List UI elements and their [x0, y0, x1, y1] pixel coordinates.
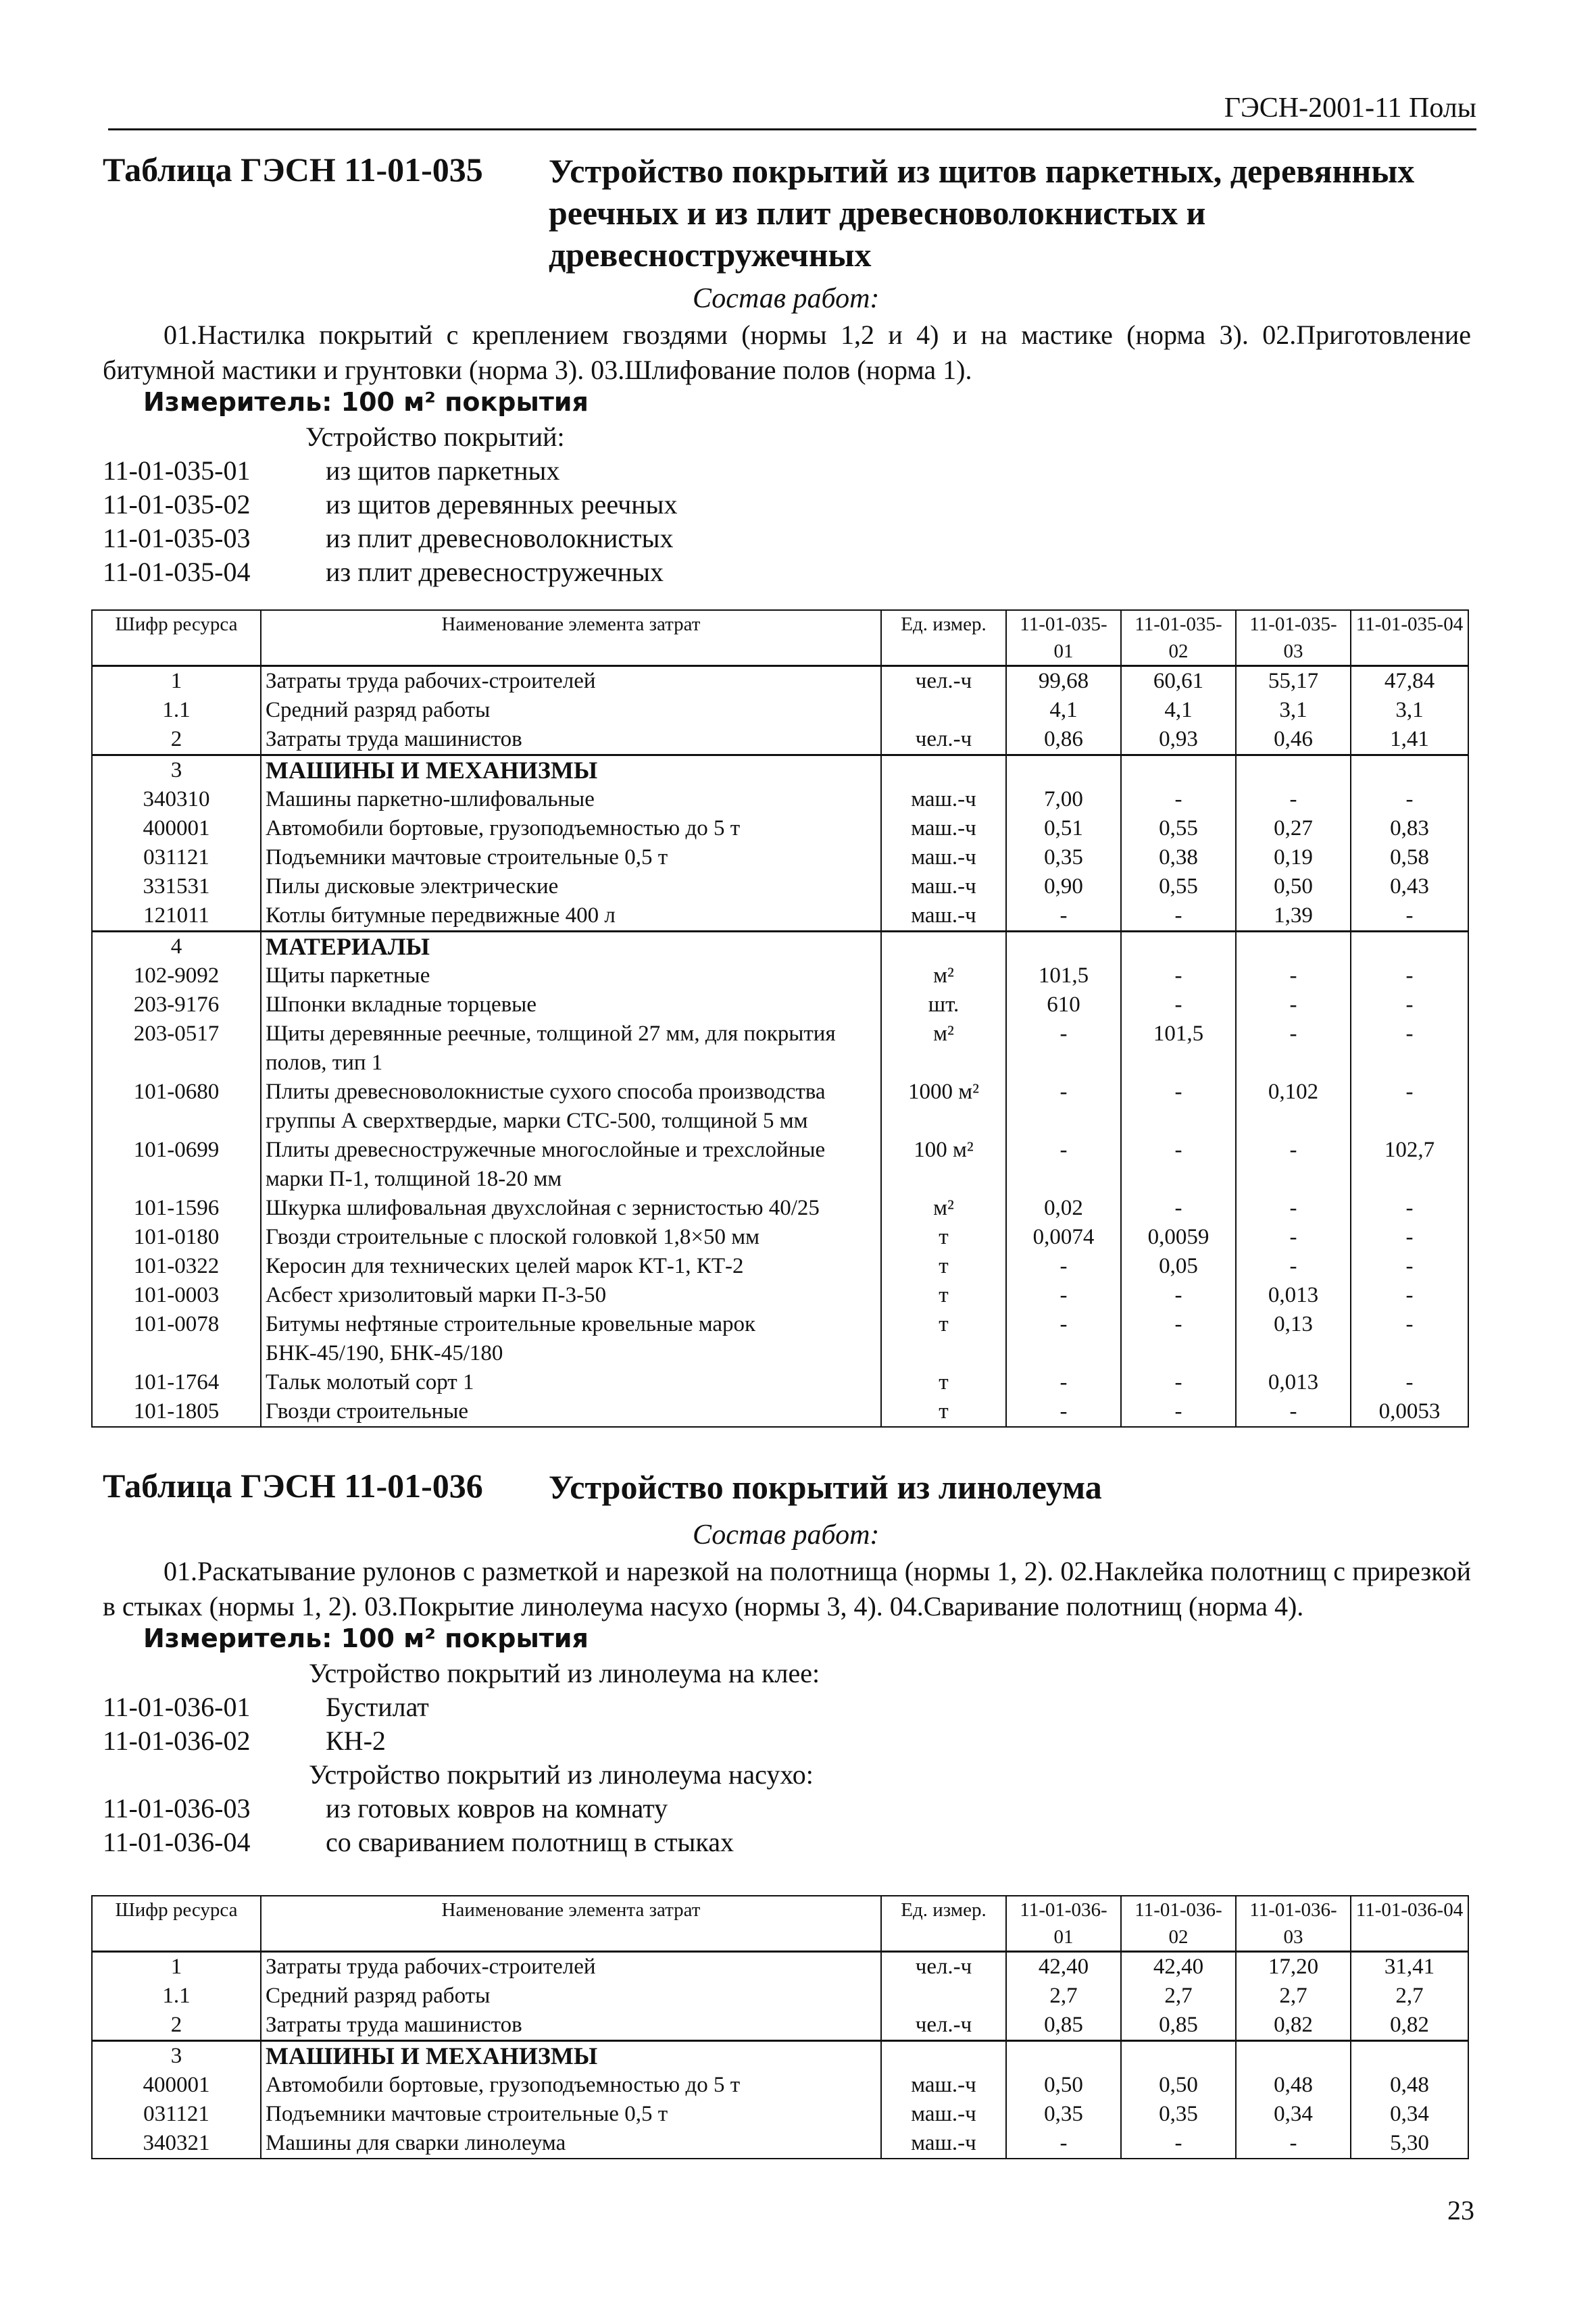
norm-value: 3,1 [1236, 696, 1351, 725]
cost-element-name: Плиты древесностружечные многослойные и трехслойные марки П-1, толщиной 18-20 мм [261, 1136, 881, 1194]
norm-name: из щитов деревянных реечных [326, 489, 678, 520]
norm-value: - [1351, 961, 1468, 990]
resource-code: 3 [92, 2041, 261, 2071]
norm-name: из готовых ковров на комнату [326, 1793, 668, 1823]
cost-element-name: Котлы битумные передвижные 400 л [261, 901, 881, 932]
norm-item [103, 522, 677, 555]
cost-element-name: МАШИНЫ И МЕХАНИЗМЫ [261, 755, 881, 786]
table-header-row [92, 1896, 1468, 1952]
norm-value: 0,48 [1351, 2071, 1468, 2100]
table-row [92, 961, 1468, 990]
norm-value: 17,20 [1236, 1952, 1351, 1982]
col-header-norm: 11-01-035-04 [1351, 610, 1468, 666]
norm-value: - [1236, 990, 1351, 1020]
resource-code: 101-0180 [92, 1223, 261, 1252]
norm-value: 99,68 [1006, 666, 1121, 697]
resource-code: 203-0517 [92, 1020, 261, 1078]
unit: м² [881, 961, 1006, 990]
table2-norm-list [103, 1657, 820, 1859]
norm-value: 55,17 [1236, 666, 1351, 697]
resource-code: 340321 [92, 2129, 261, 2159]
norm-value: 610 [1006, 990, 1121, 1020]
unit: маш.-ч [881, 843, 1006, 872]
norm-item [103, 1724, 820, 1758]
cost-element-name: Тальк молотый сорт 1 [261, 1368, 881, 1397]
norm-code: 11-01-036-01 [103, 1692, 251, 1722]
col-header-norm: 11-01-036-02 [1121, 1896, 1236, 1952]
page-number: 23 [1447, 2195, 1474, 2225]
table-row [92, 696, 1468, 725]
resource-code: 101-0003 [92, 1281, 261, 1310]
norm-value [1006, 932, 1121, 962]
table-row [92, 1078, 1468, 1136]
norm-value: 5,30 [1351, 2129, 1468, 2159]
norm-group-header: Устройство покрытий из линолеума на клее: [309, 1658, 820, 1688]
resource-code: 3 [92, 755, 261, 786]
table1-body [92, 666, 1468, 1428]
table-row [92, 990, 1468, 1020]
running-header [108, 86, 1476, 130]
norm-value: 0,85 [1121, 2011, 1236, 2041]
unit [881, 932, 1006, 962]
norm-value: 0,50 [1006, 2071, 1121, 2100]
table1-description-line: древесностружечных [549, 236, 872, 274]
norm-value: - [1236, 1223, 1351, 1252]
norm-value: 0,51 [1006, 814, 1121, 843]
unit: маш.-ч [881, 901, 1006, 932]
norm-value: 0,0074 [1006, 1223, 1121, 1252]
norm-value: 101,5 [1121, 1020, 1236, 1078]
norm-value: 0,38 [1121, 843, 1236, 872]
norm-value: - [1006, 901, 1121, 932]
table-row [92, 2100, 1468, 2129]
norm-value: - [1121, 1310, 1236, 1368]
norm-code: 11-01-035-01 [103, 455, 251, 486]
cost-element-name: Подъемники мачтовые строительные 0,5 т [261, 843, 881, 872]
table-row [92, 1020, 1468, 1078]
norm-value: 0,50 [1121, 2071, 1236, 2100]
cost-element-name: Плиты древесноволокнистые сухого способа производства группы А сверхтвердые, марки СТС-500, толщиной 5 мм [261, 1078, 881, 1136]
resource-code: 101-1596 [92, 1194, 261, 1223]
resource-code: 101-0680 [92, 1078, 261, 1136]
norm-value: 0,05 [1121, 1252, 1236, 1281]
table1-description-line: реечных и из плит древесноволокнистых и [549, 194, 1206, 232]
unit [881, 696, 1006, 725]
norm-value: - [1006, 1252, 1121, 1281]
unit: м² [881, 1194, 1006, 1223]
table-row [92, 725, 1468, 755]
cost-element-name: Автомобили бортовые, грузоподъемностью до 5 т [261, 814, 881, 843]
norm-value: - [1121, 1281, 1236, 1310]
col-header-norm: 11-01-036-04 [1351, 1896, 1468, 1952]
cost-element-name: Затраты труда машинистов [261, 725, 881, 755]
norm-value: 0,27 [1236, 814, 1351, 843]
table-row [92, 666, 1468, 697]
col-header-name: Наименование элемента затрат [261, 1896, 881, 1952]
norm-value: 0,90 [1006, 872, 1121, 901]
norm-value: 4,1 [1006, 696, 1121, 725]
norm-value: - [1236, 1397, 1351, 1427]
resource-code: 101-1764 [92, 1368, 261, 1397]
unit: шт. [881, 990, 1006, 1020]
resource-code: 031121 [92, 843, 261, 872]
norm-item [103, 1690, 820, 1724]
norm-value: - [1351, 1368, 1468, 1397]
resource-code: 101-0322 [92, 1252, 261, 1281]
norm-value: - [1006, 2129, 1121, 2159]
resource-code: 101-1805 [92, 1397, 261, 1427]
norm-value: - [1121, 1194, 1236, 1223]
table1-description-line: Устройство покрытий из щитов паркетных, деревянных [549, 152, 1415, 190]
norm-value: 0,34 [1236, 2100, 1351, 2129]
norm-group-header: Устройство покрытий из линолеума насухо: [309, 1759, 814, 1790]
table1-description [549, 150, 1481, 276]
norm-value [1006, 2041, 1121, 2071]
norm-value: 101,5 [1006, 961, 1121, 990]
table2-composition-text: 01.Раскатывание рулонов с разметкой и нарезкой на полотнища (нормы 1, 2). 02.Наклейка полотнищ с прирезкой в стыках (нормы 1, 2). 03.Покрытие линолеума насухо (нормы 3, 4). 04.Сваривание полотнищ (норма 4). [103, 1556, 1471, 1621]
norm-value: 0,82 [1236, 2011, 1351, 2041]
norm-name: из щитов паркетных [326, 455, 560, 486]
table-row [92, 1281, 1468, 1310]
table-row [92, 2041, 1468, 2071]
cost-element-name: Асбест хризолитовый марки П-3-50 [261, 1281, 881, 1310]
norm-value: - [1236, 1136, 1351, 1194]
norm-value [1121, 755, 1236, 786]
norm-value: - [1351, 1194, 1468, 1223]
norm-value: 0,86 [1006, 725, 1121, 755]
resource-code: 101-0078 [92, 1310, 261, 1368]
unit [881, 2041, 1006, 2071]
norm-code: 11-01-035-02 [103, 489, 251, 520]
norm-value: - [1121, 1368, 1236, 1397]
norm-name: КН-2 [326, 1726, 386, 1756]
cost-element-name: Машины для сварки линолеума [261, 2129, 881, 2159]
norm-value: 42,40 [1121, 1952, 1236, 1982]
cost-element-name: Гвозди строительные [261, 1397, 881, 1427]
table-row [92, 2071, 1468, 2100]
norm-value: - [1006, 1310, 1121, 1368]
norm-value: 0,43 [1351, 872, 1468, 901]
cost-element-name: Битумы нефтяные строительные кровельные марок БНК-45/190, БНК-45/180 [261, 1310, 881, 1368]
norm-value: 0,013 [1236, 1368, 1351, 1397]
table-row [92, 932, 1468, 962]
col-header-code: Шифр ресурса [92, 610, 261, 666]
norm-value: 0,35 [1006, 843, 1121, 872]
norm-value: - [1236, 1194, 1351, 1223]
norm-value: 60,61 [1121, 666, 1236, 697]
unit: маш.-ч [881, 785, 1006, 814]
cost-element-name: Подъемники мачтовые строительные 0,5 т [261, 2100, 881, 2129]
norm-value: 2,7 [1351, 1982, 1468, 2011]
norm-value: 1,41 [1351, 725, 1468, 755]
table-row [92, 1982, 1468, 2011]
norm-value: - [1121, 2129, 1236, 2159]
norm-code: 11-01-036-04 [103, 1827, 251, 1857]
table-row [92, 755, 1468, 786]
norm-value: - [1351, 1310, 1468, 1368]
table-row [92, 1136, 1468, 1194]
norm-value: - [1236, 961, 1351, 990]
col-header-name: Наименование элемента затрат [261, 610, 881, 666]
norm-value: 47,84 [1351, 666, 1468, 697]
resource-code: 121011 [92, 901, 261, 932]
unit: т [881, 1397, 1006, 1427]
norm-item [103, 555, 677, 589]
table-row [92, 1223, 1468, 1252]
norm-name: со свариванием полотнищ в стыках [326, 1827, 734, 1857]
table1-composition-label: Состав работ: [693, 283, 880, 314]
norm-value: - [1121, 1136, 1236, 1194]
norm-value: 0,55 [1121, 872, 1236, 901]
resource-code: 331531 [92, 872, 261, 901]
table-row [92, 843, 1468, 872]
col-header-unit: Ед. измер. [881, 1896, 1006, 1952]
header-text: ГЭСН-2001-11 Полы [1224, 93, 1476, 124]
norm-value [1351, 2041, 1468, 2071]
table-row [92, 1397, 1468, 1427]
unit: т [881, 1310, 1006, 1368]
norm-value: 31,41 [1351, 1952, 1468, 1982]
cost-element-name: Керосин для технических целей марок КТ-1, КТ-2 [261, 1252, 881, 1281]
resource-code: 203-9176 [92, 990, 261, 1020]
resource-code: 102-9092 [92, 961, 261, 990]
norm-value [1236, 932, 1351, 962]
cost-element-name: МАТЕРИАЛЫ [261, 932, 881, 962]
resource-code: 4 [92, 932, 261, 962]
resource-code: 400001 [92, 814, 261, 843]
table-row [92, 1952, 1468, 1982]
table-row [92, 814, 1468, 843]
norm-value [1006, 755, 1121, 786]
norm-value: 0,50 [1236, 872, 1351, 901]
norm-value: 1,39 [1236, 901, 1351, 932]
norm-name: Бустилат [326, 1692, 429, 1722]
table2-description [549, 1466, 1481, 1508]
unit: 1000 м² [881, 1078, 1006, 1136]
norm-name: из плит древесноволокнистых [326, 523, 674, 553]
col-header-norm: 11-01-036-03 [1236, 1896, 1351, 1952]
norm-item [103, 1826, 820, 1859]
table1-measure: Измеритель: 100 м² покрытия [143, 387, 589, 417]
cost-element-name: Затраты труда машинистов [261, 2011, 881, 2041]
cost-element-name: Гвозди строительные с плоской головкой 1,8×50 мм [261, 1223, 881, 1252]
norm-value: 0,19 [1236, 843, 1351, 872]
table-row [92, 2011, 1468, 2041]
norm-code: 11-01-036-02 [103, 1726, 251, 1756]
norm-value [1351, 932, 1468, 962]
resource-table-035 [91, 609, 1469, 1428]
norm-value: - [1006, 1281, 1121, 1310]
table-row [92, 1252, 1468, 1281]
table-row [92, 1194, 1468, 1223]
cost-element-name: Пилы дисковые электрические [261, 872, 881, 901]
norm-value [1121, 932, 1236, 962]
norm-value [1351, 755, 1468, 786]
norm-value: - [1351, 1078, 1468, 1136]
col-header-unit: Ед. измер. [881, 610, 1006, 666]
table-row [92, 901, 1468, 932]
norm-value: 0,93 [1121, 725, 1236, 755]
unit [881, 755, 1006, 786]
cost-element-name: Затраты труда рабочих-строителей [261, 1952, 881, 1982]
norm-value: - [1351, 1252, 1468, 1281]
norm-value: - [1236, 785, 1351, 814]
unit: т [881, 1368, 1006, 1397]
norm-value: - [1006, 1020, 1121, 1078]
norm-value: 0,34 [1351, 2100, 1468, 2129]
norm-value: - [1006, 1136, 1121, 1194]
norm-value: 0,02 [1006, 1194, 1121, 1223]
unit: маш.-ч [881, 872, 1006, 901]
norm-group-header: Устройство покрытий: [305, 422, 565, 452]
norm-value [1236, 755, 1351, 786]
unit: маш.-ч [881, 2129, 1006, 2159]
cost-element-name: Затраты труда рабочих-строителей [261, 666, 881, 697]
resource-code: 1.1 [92, 1982, 261, 2011]
unit: м² [881, 1020, 1006, 1078]
norm-value: 7,00 [1006, 785, 1121, 814]
norm-value: - [1121, 1397, 1236, 1427]
table-row [92, 2129, 1468, 2159]
cost-element-name: Шкурка шлифовальная двухслойная с зернистостью 40/25 [261, 1194, 881, 1223]
cost-element-name: Средний разряд работы [261, 1982, 881, 2011]
resource-code: 101-0699 [92, 1136, 261, 1194]
norm-value: - [1236, 1252, 1351, 1281]
norm-value: 102,7 [1351, 1136, 1468, 1194]
unit: чел.-ч [881, 725, 1006, 755]
unit: маш.-ч [881, 2071, 1006, 2100]
resource-code: 1 [92, 1952, 261, 1982]
cost-element-name: Шпонки вкладные торцевые [261, 990, 881, 1020]
norm-value: - [1236, 1020, 1351, 1078]
unit: 100 м² [881, 1136, 1006, 1194]
norm-value: - [1351, 990, 1468, 1020]
norm-item [103, 454, 677, 488]
norm-value: 0,55 [1121, 814, 1236, 843]
norm-value: - [1121, 785, 1236, 814]
norm-code: 11-01-036-03 [103, 1793, 251, 1823]
norm-value: - [1351, 1223, 1468, 1252]
cost-element-name: Щиты деревянные реечные, толщиной 27 мм, для покрытия полов, тип 1 [261, 1020, 881, 1078]
resource-code: 1 [92, 666, 261, 697]
table2-measure: Измеритель: 100 м² покрытия [143, 1624, 589, 1653]
table-row [92, 785, 1468, 814]
col-header-norm: 11-01-036-01 [1006, 1896, 1121, 1952]
resource-code: 2 [92, 725, 261, 755]
norm-value: 0,58 [1351, 843, 1468, 872]
norm-value: 0,35 [1121, 2100, 1236, 2129]
table2-title: Таблица ГЭСН 11-01-036 [103, 1467, 483, 1505]
unit: чел.-ч [881, 666, 1006, 697]
norm-item [103, 488, 677, 522]
norm-name: из плит древесностружечных [326, 557, 664, 587]
resource-table-036 [91, 1895, 1469, 2159]
norm-value: 2,7 [1121, 1982, 1236, 2011]
norm-value: 0,0059 [1121, 1223, 1236, 1252]
norm-item [103, 1792, 820, 1826]
norm-value [1121, 2041, 1236, 2071]
cost-element-name: Щиты паркетные [261, 961, 881, 990]
table1-title: Таблица ГЭСН 11-01-035 [103, 151, 483, 188]
table2-description-line: Устройство покрытий из линолеума [549, 1468, 1102, 1506]
norm-value: - [1121, 990, 1236, 1020]
unit: маш.-ч [881, 2100, 1006, 2129]
unit: т [881, 1223, 1006, 1252]
cost-element-name: Машины паркетно-шлифовальные [261, 785, 881, 814]
unit: маш.-ч [881, 814, 1006, 843]
resource-code: 400001 [92, 2071, 261, 2100]
table-row [92, 1368, 1468, 1397]
cost-element-name: МАШИНЫ И МЕХАНИЗМЫ [261, 2041, 881, 2071]
cost-element-name: Средний разряд работы [261, 696, 881, 725]
norm-value: - [1121, 901, 1236, 932]
col-header-norm: 11-01-035-01 [1006, 610, 1121, 666]
norm-value: - [1006, 1078, 1121, 1136]
norm-value: - [1121, 1078, 1236, 1136]
norm-value: - [1121, 961, 1236, 990]
table2-body [92, 1952, 1468, 2159]
unit: чел.-ч [881, 2011, 1006, 2041]
unit [881, 1982, 1006, 2011]
resource-code: 2 [92, 2011, 261, 2041]
unit: т [881, 1252, 1006, 1281]
norm-value: 2,7 [1006, 1982, 1121, 2011]
col-header-norm: 11-01-035-03 [1236, 610, 1351, 666]
col-header-code: Шифр ресурса [92, 1896, 261, 1952]
norm-value: 2,7 [1236, 1982, 1351, 2011]
norm-value: 0,83 [1351, 814, 1468, 843]
norm-value: 3,1 [1351, 696, 1468, 725]
norm-value: 0,0053 [1351, 1397, 1468, 1427]
norm-code: 11-01-035-03 [103, 523, 251, 553]
norm-value: - [1006, 1397, 1121, 1427]
table1-composition-text: 01.Настилка покрытий с креплением гвоздями (нормы 1,2 и 4) и на мастике (норма 3). 02.Приготовление битумной мастики и грунтовки (норма 3). 03.Шлифование полов (норма 1). [103, 320, 1471, 385]
norm-value: 0,102 [1236, 1078, 1351, 1136]
norm-code: 11-01-035-04 [103, 557, 251, 587]
norm-value: 0,35 [1006, 2100, 1121, 2129]
unit: чел.-ч [881, 1952, 1006, 1982]
cost-element-name: Автомобили бортовые, грузоподъемностью до 5 т [261, 2071, 881, 2100]
norm-value: - [1236, 2129, 1351, 2159]
norm-value: 0,013 [1236, 1281, 1351, 1310]
norm-value: 0,13 [1236, 1310, 1351, 1368]
norm-value: 4,1 [1121, 696, 1236, 725]
norm-value: 0,85 [1006, 2011, 1121, 2041]
norm-value: - [1351, 785, 1468, 814]
table-row [92, 872, 1468, 901]
table2-composition-label: Состав работ: [693, 1519, 880, 1551]
norm-value: 42,40 [1006, 1952, 1121, 1982]
resource-code: 1.1 [92, 696, 261, 725]
norm-value [1236, 2041, 1351, 2071]
table-header-row [92, 610, 1468, 666]
norm-value: 0,82 [1351, 2011, 1468, 2041]
resource-code: 340310 [92, 785, 261, 814]
norm-value: - [1351, 901, 1468, 932]
table1-norm-list [103, 420, 677, 589]
norm-value: - [1006, 1368, 1121, 1397]
resource-code: 031121 [92, 2100, 261, 2129]
norm-value: 0,48 [1236, 2071, 1351, 2100]
table-row [92, 1310, 1468, 1368]
unit: т [881, 1281, 1006, 1310]
col-header-norm: 11-01-035-02 [1121, 610, 1236, 666]
norm-value: 0,46 [1236, 725, 1351, 755]
norm-value: - [1351, 1020, 1468, 1078]
norm-value: - [1351, 1281, 1468, 1310]
